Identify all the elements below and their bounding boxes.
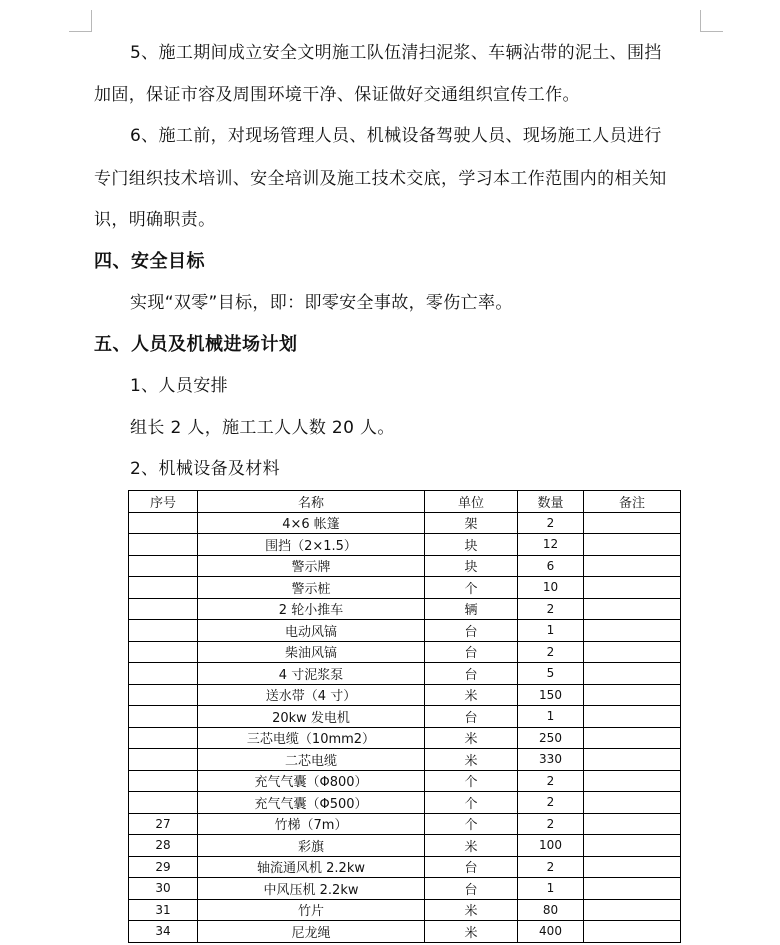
cell-qty: 400 [518,921,584,943]
cell-qty: 1 [518,620,584,642]
cell-name: 竹片 [198,899,425,921]
table-row [129,899,681,921]
crop-mark-right-horizontal [701,31,723,32]
cell-note [584,598,681,620]
table-row [129,727,681,749]
cell-unit: 辆 [425,598,518,620]
cell-name: 二芯电缆 [198,749,425,771]
cell-qty: 10 [518,577,584,599]
cell-name: 送水带（4 寸） [198,684,425,706]
cell-no [129,512,198,534]
cell-name: 警示牌 [198,555,425,577]
table-row [129,878,681,900]
paragraph-5-line-2: 加固，保证市容及周围环境干净、保证做好交通组织宣传工作。 [94,85,580,105]
cell-note [584,534,681,556]
cell-unit: 台 [425,856,518,878]
cell-name: 充气气囊（Φ500） [198,792,425,814]
cell-unit: 米 [425,921,518,943]
cell-name: 轴流通风机 2.2kw [198,856,425,878]
table-row [129,792,681,814]
table-row [129,770,681,792]
header-unit: 单位 [425,491,518,513]
cell-no [129,620,198,642]
cell-note [584,835,681,857]
cell-qty: 6 [518,555,584,577]
cell-unit: 个 [425,577,518,599]
cell-unit: 台 [425,663,518,685]
cell-qty: 2 [518,512,584,534]
table-row [129,856,681,878]
cell-note [584,555,681,577]
cell-no [129,684,198,706]
paragraph-5-line-1: 5、施工期间成立安全文明施工队伍清扫泥浆、车辆沾带的泥土、围挡 [130,43,662,63]
staff-count-text: 组长 2 人，施工工人人数 20 人。 [130,418,395,438]
cell-note [584,749,681,771]
table-row [129,663,681,685]
cell-note [584,727,681,749]
cell-no [129,641,198,663]
cell-name: 4×6 帐篷 [198,512,425,534]
cell-no: 27 [129,813,198,835]
cell-name: 竹梯（7m） [198,813,425,835]
table-row [129,749,681,771]
paragraph-6-line-1: 6、施工前，对现场管理人员、机械设备驾驶人员、现场施工人员进行 [130,126,662,146]
cell-note [584,577,681,599]
subsection-personnel: 1、人员安排 [130,376,228,396]
table-header-row [129,491,681,513]
cell-qty: 330 [518,749,584,771]
cell-no [129,749,198,771]
cell-note [584,706,681,728]
section-5-heading: 五、人员及机械进场计划 [94,334,298,355]
cell-qty: 150 [518,684,584,706]
cell-unit: 台 [425,878,518,900]
cell-unit: 台 [425,641,518,663]
cell-name: 充气气囊（Φ800） [198,770,425,792]
table-row [129,641,681,663]
table-row [129,512,681,534]
header-qty: 数量 [518,491,584,513]
cell-qty: 100 [518,835,584,857]
cell-no: 28 [129,835,198,857]
cell-qty: 2 [518,856,584,878]
cell-name: 彩旗 [198,835,425,857]
table-row [129,813,681,835]
table-row [129,577,681,599]
cell-note [584,878,681,900]
cell-qty: 250 [518,727,584,749]
cell-note [584,620,681,642]
table-row [129,684,681,706]
cell-no [129,534,198,556]
table-row [129,598,681,620]
cell-unit: 米 [425,749,518,771]
cell-unit: 个 [425,770,518,792]
cell-note [584,921,681,943]
cell-qty: 2 [518,598,584,620]
cell-note [584,684,681,706]
table-row [129,921,681,943]
cell-unit: 米 [425,899,518,921]
cell-name: 20kw 发电机 [198,706,425,728]
cell-note [584,813,681,835]
cell-no [129,555,198,577]
cell-no: 34 [129,921,198,943]
cell-unit: 米 [425,684,518,706]
cell-no [129,598,198,620]
cell-no: 31 [129,899,198,921]
cell-qty: 1 [518,706,584,728]
cell-unit: 个 [425,792,518,814]
section-4-text: 实现“双零”目标，即：即零安全事故，零伤亡率。 [130,293,513,313]
cell-no [129,770,198,792]
cell-unit: 台 [425,620,518,642]
cell-name: 电动风镐 [198,620,425,642]
cell-qty: 2 [518,813,584,835]
table-row [129,620,681,642]
equipment-table [128,490,681,943]
header-name: 名称 [198,491,425,513]
cell-no [129,706,198,728]
cell-name: 警示桩 [198,577,425,599]
table-body [129,512,681,942]
cell-unit: 块 [425,555,518,577]
cell-name: 三芯电缆（10mm2） [198,727,425,749]
paragraph-6-line-3: 识，明确职责。 [94,210,216,230]
cell-unit: 个 [425,813,518,835]
cell-qty: 2 [518,792,584,814]
cell-note [584,899,681,921]
cell-note [584,641,681,663]
header-note: 备注 [584,491,681,513]
table-row [129,835,681,857]
cell-qty: 2 [518,641,584,663]
crop-mark-left-horizontal [69,31,91,32]
cell-unit: 米 [425,727,518,749]
cell-qty: 12 [518,534,584,556]
crop-mark-right-vertical [700,10,701,32]
cell-name: 尼龙绳 [198,921,425,943]
cell-no [129,577,198,599]
cell-qty: 1 [518,878,584,900]
cell-note [584,663,681,685]
cell-note [584,770,681,792]
cell-unit: 台 [425,706,518,728]
cell-note [584,792,681,814]
cell-name: 柴油风镐 [198,641,425,663]
cell-no [129,663,198,685]
cell-unit: 块 [425,534,518,556]
table-row [129,534,681,556]
cell-name: 中风压机 2.2kw [198,878,425,900]
table-row [129,706,681,728]
cell-note [584,512,681,534]
cell-no [129,792,198,814]
cell-name: 2 轮小推车 [198,598,425,620]
header-no: 序号 [129,491,198,513]
subsection-equipment: 2、机械设备及材料 [130,459,280,479]
cell-no [129,727,198,749]
cell-qty: 5 [518,663,584,685]
cell-no: 29 [129,856,198,878]
cell-name: 4 寸泥浆泵 [198,663,425,685]
cell-qty: 80 [518,899,584,921]
cell-no: 30 [129,878,198,900]
cell-unit: 架 [425,512,518,534]
section-4-heading: 四、安全目标 [94,251,205,272]
crop-mark-left-vertical [91,10,92,32]
paragraph-6-line-2: 专门组织技术培训、安全培训及施工技术交底，学习本工作范围内的相关知 [94,169,667,189]
cell-name: 围挡（2×1.5） [198,534,425,556]
cell-unit: 米 [425,835,518,857]
cell-note [584,856,681,878]
table-row [129,555,681,577]
cell-qty: 2 [518,770,584,792]
